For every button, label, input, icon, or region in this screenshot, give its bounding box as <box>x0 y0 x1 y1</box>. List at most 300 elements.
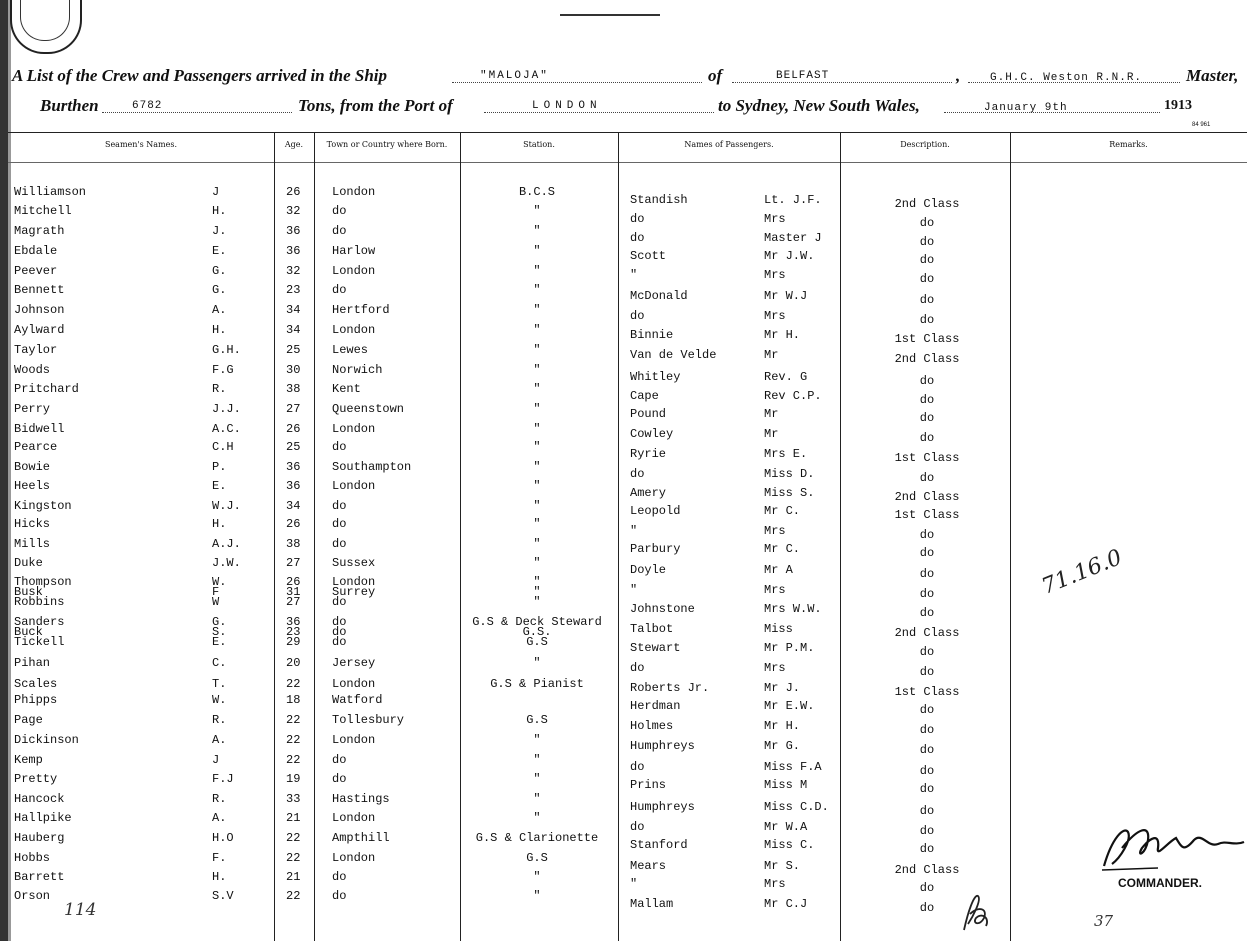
crew-station: " <box>533 264 541 278</box>
crew-station: G.S & Deck Steward <box>472 615 602 629</box>
crew-birthplace: Tollesbury <box>332 713 405 727</box>
passenger-title: Miss F.A <box>764 760 822 774</box>
crew-initials: J. <box>212 224 227 238</box>
margin-note-bottom-right: 37 <box>1094 912 1114 930</box>
passenger-surname: Parbury <box>630 542 681 556</box>
arrival-date: January 9th <box>984 102 1068 114</box>
passenger-description: 1st Class <box>894 508 960 522</box>
crew-birthplace: Sussex <box>332 556 376 570</box>
passenger-description: 2nd Class <box>894 352 960 366</box>
crew-age: 19 <box>286 772 301 786</box>
remark-note: 71.16.0 <box>1038 545 1126 600</box>
passenger-description: do <box>919 374 935 388</box>
passenger-surname: " <box>630 583 638 597</box>
crew-surname: Heels <box>14 479 51 493</box>
crew-surname: Hallpike <box>14 811 72 825</box>
crew-station: " <box>533 460 541 474</box>
crew-surname: Ebdale <box>14 244 58 258</box>
passenger-surname: Pound <box>630 407 667 421</box>
crew-initials: E. <box>212 244 227 258</box>
passenger-title: Mrs <box>764 661 786 675</box>
from-port-dotline <box>484 112 714 113</box>
crew-initials: G.H. <box>212 343 241 357</box>
crew-initials: G. <box>212 283 227 297</box>
passenger-description: 2nd Class <box>894 626 960 640</box>
crew-birthplace: London <box>332 851 376 865</box>
crew-age: 26 <box>286 185 301 199</box>
passenger-description: do <box>919 587 935 601</box>
crew-age: 36 <box>286 224 301 238</box>
crew-surname: Bowie <box>14 460 51 474</box>
passenger-surname: " <box>630 268 638 282</box>
col-divider-1 <box>274 132 275 941</box>
crew-initials: H. <box>212 870 227 884</box>
crew-surname: Bidwell <box>14 422 65 436</box>
passenger-description: do <box>919 293 935 307</box>
crew-station: " <box>533 323 541 337</box>
passenger-title: Rev. G <box>764 370 808 384</box>
crew-surname: Hobbs <box>14 851 51 865</box>
crew-station: " <box>533 479 541 493</box>
passenger-description: do <box>919 567 935 581</box>
passenger-surname: " <box>630 877 638 891</box>
crew-station: " <box>533 753 541 767</box>
crew-age: 36 <box>286 460 301 474</box>
crew-surname: Perry <box>14 402 51 416</box>
crew-birthplace: Hertford <box>332 303 390 317</box>
crew-initials: R. <box>212 713 227 727</box>
crew-age: 25 <box>286 440 301 454</box>
passenger-description: do <box>919 253 935 267</box>
crew-age: 18 <box>286 693 301 707</box>
passenger-description: 1st Class <box>894 685 960 699</box>
crew-age: 26 <box>286 517 301 531</box>
passenger-title: Mr G. <box>764 739 801 753</box>
crew-birthplace: Ampthill <box>332 831 390 845</box>
crew-birthplace: do <box>332 625 347 639</box>
passenger-surname: Roberts Jr. <box>630 681 710 695</box>
header-prefix: A List of the Crew and Passengers arrived in the Ship <box>12 66 387 85</box>
passenger-surname: do <box>630 760 645 774</box>
registry-dotline <box>732 82 952 83</box>
passenger-title: Mrs <box>764 583 786 597</box>
passenger-surname: do <box>630 309 645 323</box>
crew-initials: G. <box>212 615 227 629</box>
crew-birthplace: do <box>332 224 347 238</box>
passenger-title: Mrs E. <box>764 447 808 461</box>
crew-station: G.S & Clarionette <box>475 831 599 845</box>
ship-name: "MALOJA" <box>480 70 549 82</box>
crew-initials: H. <box>212 323 227 337</box>
passenger-description: do <box>919 842 935 856</box>
crew-station: " <box>533 224 541 238</box>
passenger-description: do <box>919 272 935 286</box>
crew-birthplace: London <box>332 575 376 589</box>
crew-station: " <box>533 244 541 258</box>
passenger-surname: Standish <box>630 193 688 207</box>
crew-age: 31 <box>286 585 301 599</box>
passenger-title: Mr H. <box>764 719 801 733</box>
crew-initials: G. <box>212 264 227 278</box>
passenger-description: do <box>919 764 935 778</box>
master-name: G.H.C. Weston R.N.R. <box>990 72 1143 84</box>
crew-birthplace: Norwich <box>332 363 383 377</box>
passenger-description: 2nd Class <box>894 863 960 877</box>
passenger-title: Miss C. <box>764 838 815 852</box>
passenger-title: Miss C.D. <box>764 800 829 814</box>
passenger-surname: Scott <box>630 249 667 263</box>
crew-birthplace: London <box>332 811 376 825</box>
crew-surname: Williamson <box>14 185 87 199</box>
passenger-surname: Leopold <box>630 504 681 518</box>
crew-birthplace: Hastings <box>332 792 390 806</box>
crew-surname: Phipps <box>14 693 58 707</box>
passenger-title: Mr J.W. <box>764 249 815 263</box>
crew-station: G.S <box>526 713 548 727</box>
passenger-description: do <box>919 824 935 838</box>
passenger-surname: Cape <box>630 389 659 403</box>
passenger-surname: Mears <box>630 859 667 873</box>
crew-age: 26 <box>286 575 301 589</box>
crew-age: 22 <box>286 733 301 747</box>
passenger-surname: Binnie <box>630 328 674 342</box>
col-header-station: Station. <box>523 140 555 149</box>
col-divider-6 <box>1010 132 1011 941</box>
passenger-surname: Amery <box>630 486 667 500</box>
crew-birthplace: London <box>332 323 376 337</box>
crew-initials: F.G <box>212 363 234 377</box>
crew-birthplace: do <box>332 283 347 297</box>
crew-age: 36 <box>286 479 301 493</box>
crew-birthplace: do <box>332 870 347 884</box>
passenger-title: Mrs <box>764 268 786 282</box>
crew-station: G.S & Pianist <box>490 677 584 691</box>
passenger-title: Mr C. <box>764 504 801 518</box>
passenger-surname: Johnstone <box>630 602 695 616</box>
crew-birthplace: do <box>332 204 347 218</box>
passenger-description: do <box>919 606 935 620</box>
passenger-description: do <box>919 431 935 445</box>
crew-surname: Busk <box>14 585 43 599</box>
crew-birthplace: Kent <box>332 382 361 396</box>
crew-initials: A. <box>212 733 227 747</box>
crew-birthplace: do <box>332 889 347 903</box>
passenger-surname: Holmes <box>630 719 674 733</box>
crew-initials: P. <box>212 460 227 474</box>
crew-age: 38 <box>286 537 301 551</box>
crew-birthplace: Lewes <box>332 343 369 357</box>
passenger-surname: McDonald <box>630 289 688 303</box>
crew-age: 20 <box>286 656 301 670</box>
passenger-title: Mr E.W. <box>764 699 815 713</box>
crew-station: " <box>533 537 541 551</box>
crew-initials: A.C. <box>212 422 241 436</box>
passenger-description: do <box>919 546 935 560</box>
crew-surname: Pretty <box>14 772 58 786</box>
passenger-description: do <box>919 782 935 796</box>
crew-surname: Kemp <box>14 753 43 767</box>
tons-label: Tons, from the Port of <box>298 96 453 115</box>
passenger-title: Mrs <box>764 877 786 891</box>
crew-station: " <box>533 283 541 297</box>
passenger-title: Mr W.A <box>764 820 808 834</box>
crew-initials: E. <box>212 479 227 493</box>
crew-birthplace: Southampton <box>332 460 412 474</box>
crew-station: " <box>533 585 541 599</box>
crew-age: 23 <box>286 625 301 639</box>
crew-surname: Duke <box>14 556 43 570</box>
passenger-title: Master J <box>764 231 822 245</box>
crew-station: " <box>533 440 541 454</box>
port-of-registry: BELFAST <box>776 70 830 82</box>
crew-age: 29 <box>286 635 301 649</box>
crew-age: 38 <box>286 382 301 396</box>
crew-surname: Johnson <box>14 303 65 317</box>
crew-station: G.S. <box>522 625 552 639</box>
passenger-description: do <box>919 471 935 485</box>
crew-age: 22 <box>286 713 301 727</box>
header-bottom-rule <box>8 162 1247 163</box>
passenger-surname: do <box>630 212 645 226</box>
crew-initials: J.W. <box>212 556 241 570</box>
crew-station: " <box>533 656 541 670</box>
crew-initials: J <box>212 185 220 199</box>
crew-station: " <box>533 343 541 357</box>
table-top-rule <box>8 132 1247 133</box>
burthen-value: 6782 <box>132 100 163 112</box>
crew-birthplace: do <box>332 499 347 513</box>
crew-station: " <box>533 499 541 513</box>
crew-surname: Sanders <box>14 615 65 629</box>
passenger-surname: Whitley <box>630 370 681 384</box>
crew-station: " <box>533 772 541 786</box>
passenger-title: Mrs W.W. <box>764 602 822 616</box>
crew-age: 27 <box>286 402 301 416</box>
of-label: of <box>708 66 723 85</box>
crew-station: " <box>533 204 541 218</box>
passenger-description: do <box>919 411 935 425</box>
crew-age: 22 <box>286 753 301 767</box>
crew-initials: A. <box>212 811 227 825</box>
passenger-description: 2nd Class <box>894 197 960 211</box>
passenger-description: do <box>919 804 935 818</box>
passenger-surname: do <box>630 231 645 245</box>
passenger-title: Miss M <box>764 778 808 792</box>
crew-initials: J.J. <box>212 402 241 416</box>
crew-birthplace: Harlow <box>332 244 376 258</box>
crew-initials: A.J. <box>212 537 241 551</box>
passenger-title: Mr C. <box>764 542 801 556</box>
crew-surname: Scales <box>14 677 58 691</box>
passenger-title: Miss D. <box>764 467 815 481</box>
crew-initials: H. <box>212 204 227 218</box>
crew-surname: Mills <box>14 537 51 551</box>
crew-initials: H. <box>212 517 227 531</box>
crew-age: 21 <box>286 811 301 825</box>
crew-initials: W. <box>212 693 227 707</box>
crew-age: 25 <box>286 343 301 357</box>
crew-station: G.S <box>526 851 548 865</box>
passenger-surname: Mallam <box>630 897 674 911</box>
passenger-surname: Ryrie <box>630 447 667 461</box>
crew-station: " <box>533 402 541 416</box>
passenger-title: Mrs <box>764 212 786 226</box>
burthen-dotline <box>102 112 292 113</box>
crew-birthplace: do <box>332 537 347 551</box>
crew-age: 32 <box>286 264 301 278</box>
crew-station: B.C.S <box>518 185 555 199</box>
crew-age: 34 <box>286 303 301 317</box>
crew-initials: S.V <box>212 889 234 903</box>
crew-birthplace: do <box>332 615 347 629</box>
passenger-surname: Humphreys <box>630 739 695 753</box>
crew-age: 21 <box>286 870 301 884</box>
passenger-title: Rev C.P. <box>764 389 822 403</box>
col-divider-4 <box>618 132 619 941</box>
passenger-surname: Stanford <box>630 838 688 852</box>
from-port: LONDON <box>532 100 602 112</box>
passenger-surname: Prins <box>630 778 667 792</box>
passenger-title: Mr <box>764 348 779 362</box>
crew-surname: Robbins <box>14 595 65 609</box>
commander-label: COMMANDER. <box>1118 876 1202 890</box>
col-header-description: Description. <box>900 140 950 149</box>
crew-surname: Peever <box>14 264 58 278</box>
crew-surname: Tickell <box>14 635 65 649</box>
crew-surname: Thompson <box>14 575 72 589</box>
passenger-surname: do <box>630 467 645 481</box>
crew-age: 27 <box>286 595 301 609</box>
crew-station: " <box>533 382 541 396</box>
passenger-description: 2nd Class <box>894 490 960 504</box>
passenger-description: do <box>919 901 935 915</box>
passenger-title: Mr W.J <box>764 289 808 303</box>
crew-surname: Kingston <box>14 499 72 513</box>
crew-initials: W. <box>212 575 227 589</box>
commander-signature-icon <box>1098 818 1247 874</box>
passenger-surname: Talbot <box>630 622 674 636</box>
crew-surname: Barrett <box>14 870 65 884</box>
crew-birthplace: Jersey <box>332 656 376 670</box>
crew-surname: Hancock <box>14 792 65 806</box>
crew-initials: S. <box>212 625 227 639</box>
col-header-seamen: Seamen's Names. <box>104 140 178 149</box>
passenger-title: Mr S. <box>764 859 801 873</box>
crew-age: 22 <box>286 851 301 865</box>
passenger-surname: Herdman <box>630 699 681 713</box>
crew-age: 36 <box>286 615 301 629</box>
top-mark <box>560 14 660 16</box>
passenger-title: Miss <box>764 622 793 636</box>
passenger-description: do <box>919 743 935 757</box>
crew-surname: Orson <box>14 889 51 903</box>
crew-age: 36 <box>286 244 301 258</box>
crew-age: 30 <box>286 363 301 377</box>
crew-initials: F.J <box>212 772 234 786</box>
col-header-passengers: Names of Passengers. <box>684 140 774 149</box>
crew-birthplace: do <box>332 772 347 786</box>
crew-initials: W <box>212 595 220 609</box>
col-divider-3 <box>460 132 461 941</box>
passenger-surname: " <box>630 524 638 538</box>
passenger-title: Mr P.M. <box>764 641 815 655</box>
passenger-description: do <box>919 881 935 895</box>
crew-birthplace: do <box>332 517 347 531</box>
crew-initials: C. <box>212 656 227 670</box>
passenger-title: Mrs <box>764 524 786 538</box>
crew-surname: Bennett <box>14 283 65 297</box>
crew-birthplace: do <box>332 753 347 767</box>
crew-station: " <box>533 363 541 377</box>
crew-initials: T. <box>212 677 227 691</box>
crew-age: 34 <box>286 499 301 513</box>
crew-surname: Hicks <box>14 517 51 531</box>
crew-surname: Hauberg <box>14 831 65 845</box>
crew-initials: R. <box>212 792 227 806</box>
crew-surname: Pritchard <box>14 382 79 396</box>
crew-surname: Magrath <box>14 224 65 238</box>
crew-age: 26 <box>286 422 301 436</box>
crew-surname: Page <box>14 713 43 727</box>
crew-initials: F. <box>212 851 227 865</box>
crew-station: " <box>533 889 541 903</box>
initials-mark-icon <box>958 888 992 934</box>
to-label: to Sydney, New South Wales, <box>718 96 920 115</box>
passenger-description: do <box>919 665 935 679</box>
passenger-title: Mrs <box>764 309 786 323</box>
crew-station: " <box>533 517 541 531</box>
passenger-description: do <box>919 645 935 659</box>
crew-age: 22 <box>286 677 301 691</box>
crew-initials: W.J. <box>212 499 241 513</box>
margin-note-bottom-left: 114 <box>64 900 97 920</box>
comma-sep: , <box>956 66 961 85</box>
crew-surname: Dickinson <box>14 733 79 747</box>
crew-initials: J <box>212 753 220 767</box>
binding-edge <box>0 0 8 941</box>
crew-station: " <box>533 792 541 806</box>
master-label: Master, <box>1186 66 1239 85</box>
crew-surname: Aylward <box>14 323 65 337</box>
passenger-description: do <box>919 723 935 737</box>
crew-birthplace: London <box>332 677 376 691</box>
crew-age: 32 <box>286 204 301 218</box>
crew-age: 33 <box>286 792 301 806</box>
crew-birthplace: London <box>332 422 376 436</box>
crew-birthplace: London <box>332 185 376 199</box>
passenger-title: Mr H. <box>764 328 801 342</box>
crew-age: 22 <box>286 889 301 903</box>
form-number: 84 961 <box>1192 122 1211 128</box>
ship-dotline <box>452 82 702 83</box>
crew-surname: Pihan <box>14 656 51 670</box>
passenger-title: Mr <box>764 407 779 421</box>
crew-surname: Mitchell <box>14 204 72 218</box>
crew-birthplace: Surrey <box>332 585 376 599</box>
passenger-surname: Van de Velde <box>630 348 717 362</box>
crew-surname: Buck <box>14 625 43 639</box>
passenger-description: do <box>919 313 935 327</box>
crew-station: " <box>533 870 541 884</box>
crew-birthplace: London <box>332 479 376 493</box>
crew-birthplace: do <box>332 440 347 454</box>
crew-initials: F <box>212 585 220 599</box>
crew-surname: Pearce <box>14 440 58 454</box>
crew-age: 22 <box>286 831 301 845</box>
crew-birthplace: London <box>332 264 376 278</box>
col-header-remarks: Remarks. <box>1109 140 1148 149</box>
passenger-surname: Doyle <box>630 563 667 577</box>
